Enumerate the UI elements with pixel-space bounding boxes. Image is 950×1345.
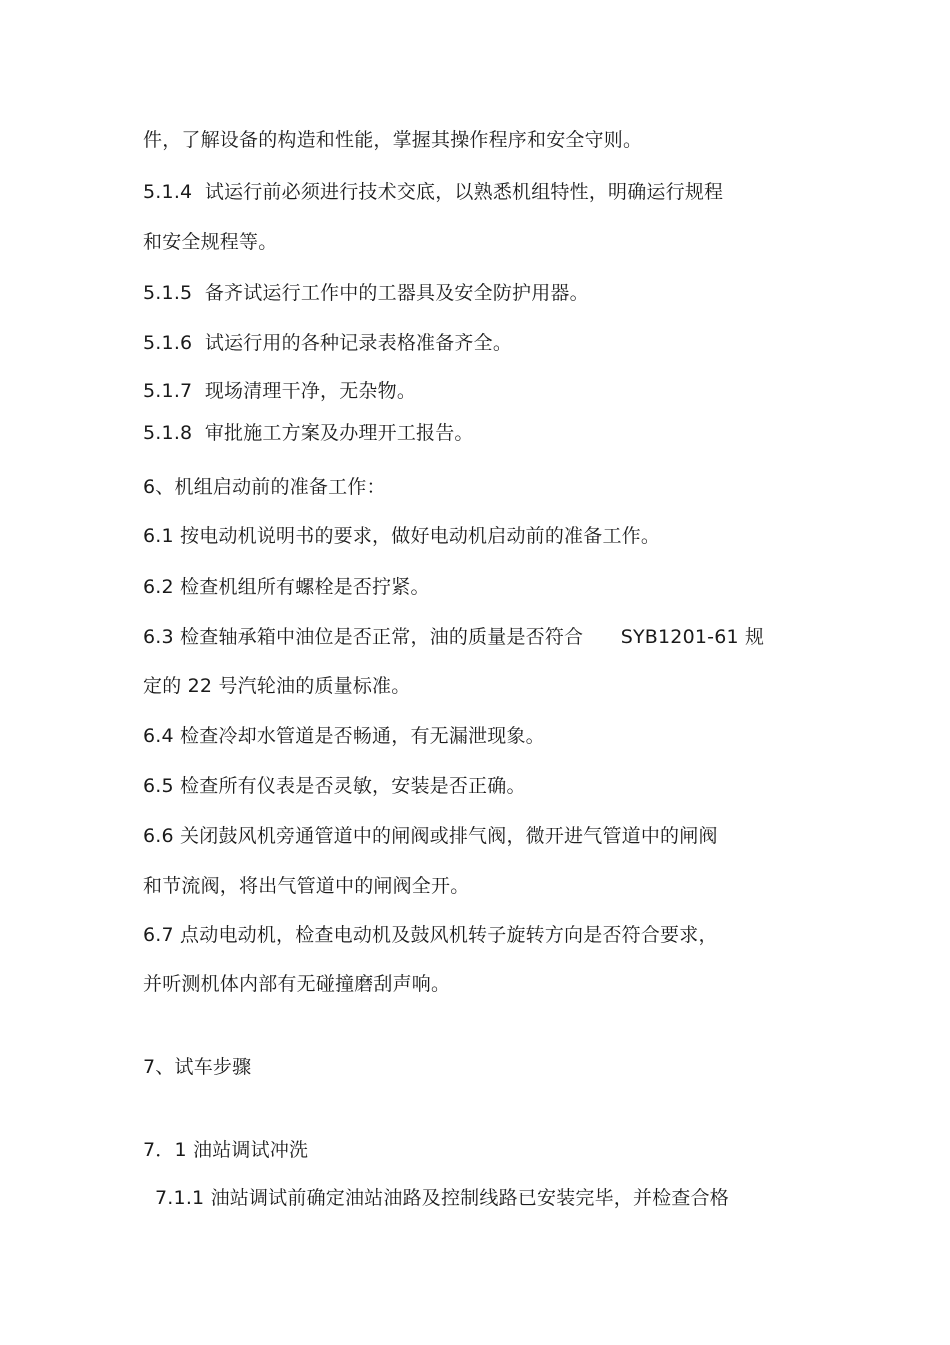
text-line: 5.1.5 备齐试运行工作中的工器具及安全防护用器。 xyxy=(143,282,589,304)
text-line: 和安全规程等。 xyxy=(143,231,278,253)
text-line: 和节流阀，将出气管道中的闸阀全开。 xyxy=(143,875,470,897)
text-line: 5.1.4 试运行前必须进行技术交底，以熟悉机组特性，明确运行规程 xyxy=(143,181,724,203)
text-line: 定的 22 号汽轮油的质量标准。 xyxy=(143,675,411,697)
text-line: 5.1.7 现场清理干净，无杂物。 xyxy=(143,380,417,402)
text-line: 6.2 检查机组所有螺栓是否拧紧。 xyxy=(143,576,430,598)
text-line: 件，了解设备的构造和性能，掌握其操作程序和安全守则。 xyxy=(143,129,643,151)
text-line: 7.1.1 油站调试前确定油站油路及控制线路已安装完毕，并检查合格 xyxy=(155,1187,729,1209)
text-line: 6.6 关闭鼓风机旁通管道中的闸阀或排气阀，微开进气管道中的闸阀 xyxy=(143,825,718,847)
section-heading: 6、机组启动前的准备工作： xyxy=(143,476,386,498)
text-line: 6.3 检查轴承箱中油位是否正常，油的质量是否符合 SYB1201-61 规 xyxy=(143,626,765,648)
subsection-heading: 7．1 油站调试冲洗 xyxy=(143,1139,309,1161)
text-line: 并听测机体内部有无碰撞磨刮声响。 xyxy=(143,973,451,995)
text-line: 6.1 按电动机说明书的要求，做好电动机启动前的准备工作。 xyxy=(143,525,661,547)
text-line: 6.7 点动电动机，检查电动机及鼓风机转子旋转方向是否符合要求， xyxy=(143,924,718,946)
text-line: 5.1.8 审批施工方案及办理开工报告。 xyxy=(143,422,474,444)
text-line: 6.4 检查冷却水管道是否畅通，有无漏泄现象。 xyxy=(143,725,545,747)
section-heading: 7、试车步骤 xyxy=(143,1056,252,1078)
text-line: 5.1.6 试运行用的各种记录表格准备齐全。 xyxy=(143,332,513,354)
text-line: 6.5 检查所有仪表是否灵敏，安装是否正确。 xyxy=(143,775,526,797)
